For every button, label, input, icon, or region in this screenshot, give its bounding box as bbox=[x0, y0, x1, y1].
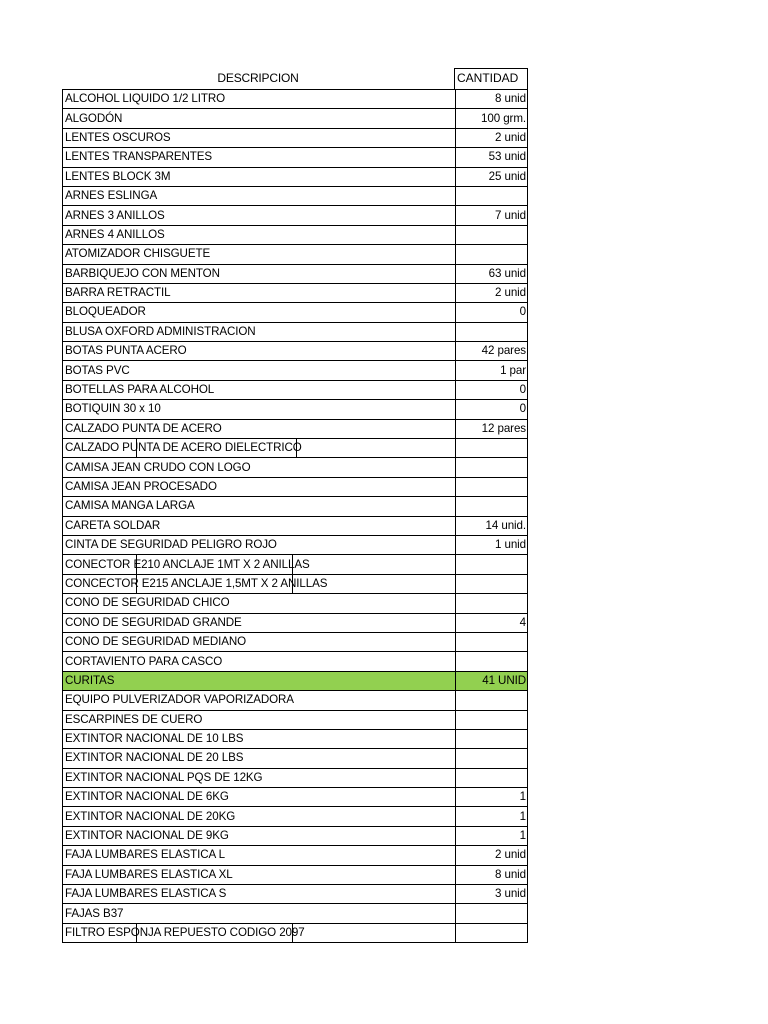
item-quantity[interactable] bbox=[455, 458, 527, 477]
table-row bbox=[63, 729, 528, 748]
table-row bbox=[63, 245, 528, 264]
item-quantity[interactable] bbox=[455, 477, 527, 496]
table-row bbox=[63, 303, 528, 322]
cell-gridline bbox=[292, 924, 293, 942]
table-row bbox=[63, 90, 528, 109]
item-quantity[interactable] bbox=[455, 497, 527, 516]
table-row bbox=[63, 632, 528, 651]
table-row bbox=[63, 167, 528, 186]
item-quantity[interactable]: 1 bbox=[455, 807, 527, 826]
item-quantity[interactable] bbox=[455, 632, 527, 651]
item-quantity[interactable]: 1 bbox=[455, 826, 527, 845]
item-description[interactable]: CONO DE SEGURIDAD CHICO bbox=[63, 594, 456, 613]
item-description[interactable]: CARETA SOLDAR bbox=[63, 516, 456, 535]
item-description[interactable]: ESCARPINES DE CUERO bbox=[63, 710, 456, 729]
item-quantity[interactable] bbox=[455, 186, 527, 205]
item-quantity[interactable] bbox=[455, 574, 527, 593]
item-quantity[interactable]: 0 bbox=[455, 400, 527, 419]
item-quantity[interactable]: 42 pares bbox=[455, 342, 527, 361]
table-row bbox=[63, 904, 528, 923]
table-row bbox=[63, 225, 528, 244]
cell-gridline bbox=[136, 575, 137, 593]
table-row bbox=[63, 652, 528, 671]
item-description[interactable]: BOTAS PVC bbox=[63, 361, 456, 380]
item-quantity[interactable]: 2 unid bbox=[455, 283, 527, 302]
table-row bbox=[63, 322, 528, 341]
table-row bbox=[63, 923, 528, 942]
item-description[interactable]: CONO DE SEGURIDAD MEDIANO bbox=[63, 632, 456, 651]
item-description[interactable]: EXTINTOR NACIONAL DE 20 LBS bbox=[63, 749, 456, 768]
table-row bbox=[63, 342, 528, 361]
table-row bbox=[63, 128, 528, 147]
item-description[interactable]: EXTINTOR NACIONAL DE 10 LBS bbox=[63, 729, 456, 748]
table-row bbox=[63, 826, 528, 845]
cell-gridline bbox=[136, 439, 137, 457]
item-description[interactable]: CAMISA JEAN PROCESADO bbox=[63, 477, 456, 496]
item-quantity[interactable] bbox=[455, 768, 527, 787]
item-description[interactable]: CONECTOR E210 ANCLAJE 1MT X 2 ANILLAS bbox=[63, 555, 456, 574]
item-description[interactable]: LENTES OSCUROS bbox=[63, 128, 456, 147]
item-quantity[interactable] bbox=[455, 555, 527, 574]
table-row bbox=[63, 885, 528, 904]
table-row bbox=[63, 613, 528, 632]
item-description[interactable]: BOTIQUIN 30 x 10 bbox=[63, 400, 456, 419]
item-description[interactable]: CINTA DE SEGURIDAD PELIGRO ROJO bbox=[63, 535, 456, 554]
item-description[interactable]: CALZADO PUNTA DE ACERO DIELECTRICO bbox=[63, 439, 456, 458]
item-description[interactable]: EQUIPO PULVERIZADOR VAPORIZADORA bbox=[63, 691, 456, 710]
item-quantity[interactable] bbox=[455, 691, 527, 710]
table-row bbox=[63, 109, 528, 128]
table-row bbox=[63, 516, 528, 535]
table-header bbox=[62, 68, 528, 89]
item-quantity[interactable] bbox=[455, 594, 527, 613]
cell-gridline bbox=[296, 439, 297, 457]
item-description[interactable]: ARNES ESLINGA bbox=[63, 186, 456, 205]
item-quantity[interactable]: 41 UNID bbox=[455, 671, 527, 690]
table-row bbox=[63, 400, 528, 419]
item-quantity[interactable] bbox=[455, 322, 527, 341]
item-description[interactable]: ALGODÓN bbox=[63, 109, 456, 128]
table-row bbox=[63, 148, 528, 167]
item-quantity[interactable]: 14 unid. bbox=[455, 516, 527, 535]
table-row bbox=[63, 749, 528, 768]
item-quantity[interactable]: 1 bbox=[455, 788, 527, 807]
item-description[interactable]: LENTES BLOCK 3M bbox=[63, 167, 456, 186]
item-quantity[interactable]: 53 unid bbox=[455, 148, 527, 167]
item-description[interactable]: ALCOHOL LIQUIDO 1/2 LITRO bbox=[63, 90, 456, 109]
item-description[interactable]: FILTRO ESPONJA REPUESTO CODIGO 2097 bbox=[63, 923, 456, 942]
table-row bbox=[63, 846, 528, 865]
inventory-table bbox=[62, 89, 528, 943]
item-quantity[interactable]: 1 par bbox=[455, 361, 527, 380]
item-description[interactable]: LENTES TRANSPARENTES bbox=[63, 148, 456, 167]
item-quantity[interactable]: 100 grm. bbox=[455, 109, 527, 128]
table-row bbox=[63, 458, 528, 477]
table-row bbox=[63, 535, 528, 554]
table-row bbox=[63, 768, 528, 787]
table-row bbox=[63, 691, 528, 710]
cell-gridline bbox=[136, 924, 137, 942]
cell-gridline bbox=[136, 555, 137, 573]
item-quantity[interactable]: 0 bbox=[455, 303, 527, 322]
item-quantity[interactable] bbox=[455, 245, 527, 264]
table-row bbox=[63, 361, 528, 380]
item-quantity[interactable] bbox=[455, 710, 527, 729]
item-quantity[interactable] bbox=[455, 749, 527, 768]
table-row bbox=[63, 865, 528, 884]
item-description[interactable]: EXTINTOR NACIONAL DE 9KG bbox=[63, 826, 456, 845]
table-row bbox=[63, 788, 528, 807]
header-description: DESCRIPCION bbox=[217, 71, 299, 85]
item-quantity[interactable]: 1 unid bbox=[455, 535, 527, 554]
item-description[interactable]: EXTINTOR NACIONAL DE 20KG bbox=[63, 807, 456, 826]
item-quantity[interactable]: 3 unid bbox=[455, 885, 527, 904]
item-quantity[interactable]: 7 unid bbox=[455, 206, 527, 225]
item-description[interactable]: BOTAS PUNTA ACERO bbox=[63, 342, 456, 361]
item-quantity[interactable]: 8 unid bbox=[455, 865, 527, 884]
item-quantity[interactable]: 4 bbox=[455, 613, 527, 632]
table-row bbox=[63, 283, 528, 302]
table-row bbox=[63, 671, 528, 690]
item-description[interactable]: CURITAS bbox=[63, 671, 456, 690]
item-description[interactable]: ATOMIZADOR CHISGUETE bbox=[63, 245, 456, 264]
table-row bbox=[63, 439, 528, 458]
item-quantity[interactable]: 0 bbox=[455, 380, 527, 399]
table-row bbox=[63, 594, 528, 613]
table-row bbox=[63, 710, 528, 729]
header-quantity: CANTIDAD bbox=[454, 68, 528, 89]
item-description[interactable]: BLUSA OXFORD ADMINISTRACION bbox=[63, 322, 456, 341]
table-row bbox=[63, 419, 528, 438]
item-description[interactable]: ARNES 3 ANILLOS bbox=[63, 206, 456, 225]
table-row bbox=[63, 186, 528, 205]
item-quantity[interactable]: 2 unid bbox=[455, 128, 527, 147]
item-quantity[interactable]: 63 unid bbox=[455, 264, 527, 283]
cell-gridline bbox=[292, 575, 293, 593]
table-row bbox=[63, 497, 528, 516]
table-row bbox=[63, 807, 528, 826]
item-description[interactable]: BLOQUEADOR bbox=[63, 303, 456, 322]
table-row bbox=[63, 555, 528, 574]
table-row bbox=[63, 206, 528, 225]
cell-gridline bbox=[292, 555, 293, 573]
item-description[interactable]: FAJA LUMBARES ELASTICA L bbox=[63, 846, 456, 865]
item-description[interactable]: FAJA LUMBARES ELASTICA S bbox=[63, 885, 456, 904]
item-quantity[interactable] bbox=[455, 439, 527, 458]
item-description[interactable]: CONO DE SEGURIDAD GRANDE bbox=[63, 613, 456, 632]
item-quantity[interactable]: 12 pares bbox=[455, 419, 527, 438]
item-description[interactable]: CAMISA JEAN CRUDO CON LOGO bbox=[63, 458, 456, 477]
item-description[interactable]: EXTINTOR NACIONAL DE 6KG bbox=[63, 788, 456, 807]
item-description[interactable]: BARRA RETRACTIL bbox=[63, 283, 456, 302]
table-row bbox=[63, 574, 528, 593]
item-quantity[interactable]: 2 unid bbox=[455, 846, 527, 865]
item-description[interactable]: FAJAS B37 bbox=[63, 904, 456, 923]
item-description[interactable]: BARBIQUEJO CON MENTON bbox=[63, 264, 456, 283]
item-description[interactable]: CORTAVIENTO PARA CASCO bbox=[63, 652, 456, 671]
item-description[interactable]: FAJA LUMBARES ELASTICA XL bbox=[63, 865, 456, 884]
item-description[interactable]: CALZADO PUNTA DE ACERO bbox=[63, 419, 456, 438]
item-quantity[interactable] bbox=[455, 923, 527, 942]
item-description[interactable]: CONCECTOR E215 ANCLAJE 1,5MT X 2 ANILLAS bbox=[63, 574, 456, 593]
item-quantity[interactable]: 25 unid bbox=[455, 167, 527, 186]
table-row bbox=[63, 477, 528, 496]
item-quantity[interactable] bbox=[455, 729, 527, 748]
table-row bbox=[63, 264, 528, 283]
item-quantity[interactable]: 8 unid bbox=[455, 90, 527, 109]
table-row bbox=[63, 380, 528, 399]
item-description[interactable]: ARNES 4 ANILLOS bbox=[63, 225, 456, 244]
item-quantity[interactable] bbox=[455, 225, 527, 244]
inventory-sheet bbox=[62, 68, 528, 943]
item-description[interactable]: EXTINTOR NACIONAL PQS DE 12KG bbox=[63, 768, 456, 787]
item-quantity[interactable] bbox=[455, 652, 527, 671]
item-description[interactable]: CAMISA MANGA LARGA bbox=[63, 497, 456, 516]
item-description[interactable]: BOTELLAS PARA ALCOHOL bbox=[63, 380, 456, 399]
item-quantity[interactable] bbox=[455, 904, 527, 923]
